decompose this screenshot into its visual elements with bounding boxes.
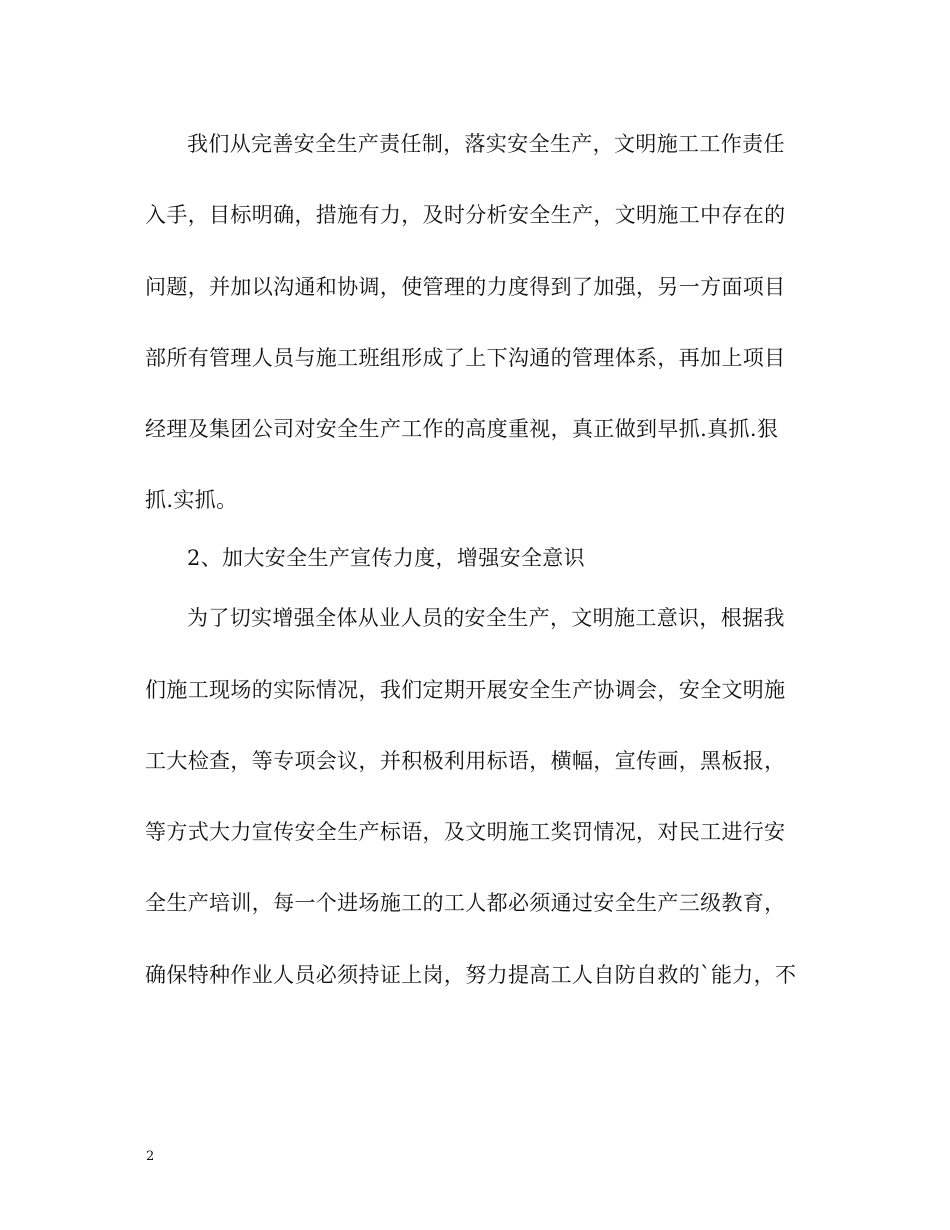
text-line-8: 为了切实增强全体从业人员的安全生产，文明施工意识，根据我: [187, 606, 785, 630]
text-line-11: 等方式大力宣传安全生产标语，及文明施工奖罚情况，对民工进行安: [145, 820, 786, 844]
text-line-13: 确保特种作业人员必须持证上岗，努力提高工人自防自救的`能力，不: [145, 963, 797, 987]
text-line-10: 工大检查，等专项会议，并积极利用标语，横幅，宣传画，黑板报，: [145, 749, 786, 773]
section-heading: 2、加大安全生产宣传力度，增强安全意识: [187, 546, 586, 570]
text-line-12: 全生产培训，每一个进场施工的工人都必须通过安全生产三级教育，: [145, 891, 786, 915]
text-line-2: 入手，目标明确，措施有力，及时分析安全生产，文明施工中存在的: [145, 203, 786, 227]
text-line-6: 抓.实抓。: [145, 488, 238, 512]
text-line-1: 我们从完善安全生产责任制，落实安全生产，文明施工工作责任: [187, 132, 785, 156]
page-number: 2: [146, 1149, 155, 1164]
text-line-4: 部所有管理人员与施工班组形成了上下沟通的管理体系，再加上项目: [145, 346, 786, 370]
text-line-5: 经理及集团公司对安全生产工作的高度重视，真正做到早抓.真抓.狠: [145, 417, 779, 441]
text-line-9: 们施工现场的实际情况，我们定期开展安全生产协调会，安全文明施: [145, 678, 786, 702]
text-line-3: 问题，并加以沟通和协调，使管理的力度得到了加强，另一方面项目: [145, 275, 786, 299]
